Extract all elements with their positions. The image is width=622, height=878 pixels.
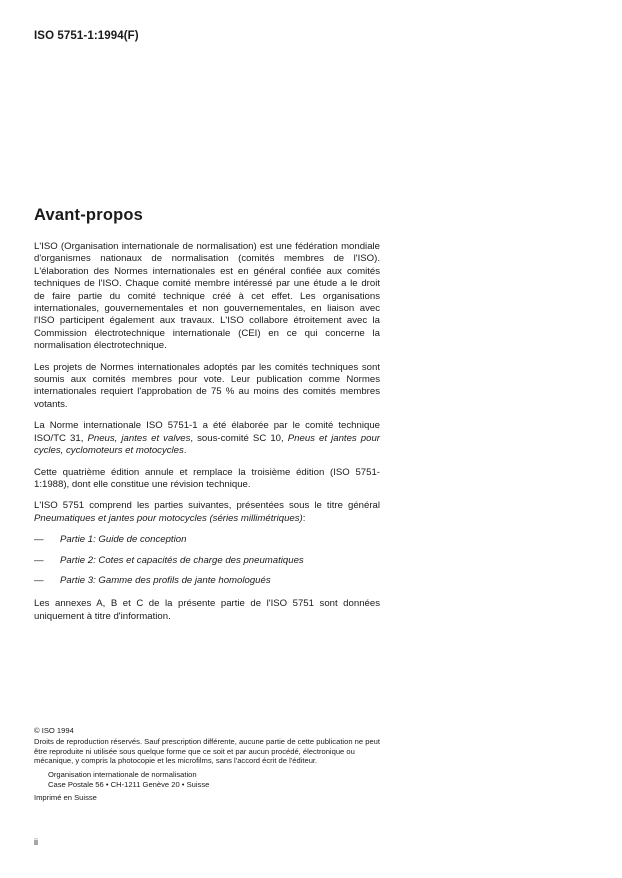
paragraph-drafts: Les projets de Normes internationales adoptés par les comités techniques sont soumis aux comités membres pour vote. Leur publication comme Normes internationales requiert l'approbation de 75 % au moins des comités membres votants. <box>34 361 380 410</box>
page-number: ii <box>34 837 38 847</box>
part-title: Partie 1: Guide de conception <box>60 534 187 546</box>
copyright-footer <box>34 726 384 803</box>
paragraph-annexes: Les annexes A, B et C de la présente partie de l'ISO 5751 sont données uniquement à titre d'information. <box>34 598 380 622</box>
copyright-notice: © ISO 1994 <box>34 726 74 735</box>
paragraph-iso-intro: L'ISO (Organisation internationale de normalisation) est une fédération mondiale d'organismes nationaux de normalisation (comités membres de l'ISO). L'élaboration des Normes internationales est en général confiée aux comités techniques de l'ISO. Chaque comité membre intéressé par une étude a le droit de faire partie du comité technique créé à cet effet. Les organisations internationales, gouvernementales et non gouvernementales, en liaison avec l'ISO participent également aux travaux. L'ISO collabore étroitement avec la Commission électrotechnique internationale (CEI) en ce qui concerne la normalisation électrotechnique. <box>34 241 380 352</box>
foreword-body <box>34 241 380 632</box>
committee-text-c: , sous-comité SC 10, <box>190 432 288 444</box>
printed-in: Imprimé en Suisse <box>34 792 97 802</box>
committee-text-e: . <box>183 445 187 457</box>
list-dash: — <box>34 534 44 546</box>
parts-intro-colon: : <box>302 512 306 524</box>
organisation-address: Case Postale 56 • CH-1211 Genève 20 • Suisse <box>48 779 210 789</box>
organisation-name: Organisation internationale de normalisation <box>48 770 197 780</box>
part-title: Partie 3: Gamme des profils de jante homologués <box>60 574 271 586</box>
list-item <box>34 534 380 546</box>
parts-intro-text: L'ISO 5751 comprend les parties suivantes, présentées sous le titre général <box>34 500 380 512</box>
list-item <box>34 575 380 587</box>
list-dash: — <box>34 574 44 586</box>
series-title: Pneumatiques et jantes pour motocycles (séries millimétriques) <box>34 512 303 524</box>
paragraph-parts-intro <box>34 500 380 525</box>
paragraph-edition: Cette quatrième édition annule et remplace la troisième édition (ISO 5751-1:1988), dont elle constitue une révision technique. <box>34 466 380 490</box>
paragraph-committee <box>34 420 380 457</box>
list-dash: — <box>34 554 44 566</box>
rights-statement: Droits de reproduction réservés. Sauf prescription différente, aucune partie de cette publication ne peut être reproduite ni utilisée sous quelque forme que ce soit et par aucun procédé, électronique ou mécanique, y compris la photocopie et les microfilms, sans l'accord écrit de l'éditeur. <box>34 736 381 766</box>
document-header: ISO 5751-1:1994(F) <box>34 30 139 42</box>
committee-title: Pneus, jantes et valves <box>87 432 191 444</box>
part-title: Partie 2: Cotes et capacités de charge des pneumatiques <box>60 554 304 566</box>
committee-text-a: La Norme internationale ISO 5751-1 a été élaborée par le comité technique ISO/TC 31, <box>34 420 380 444</box>
list-item <box>34 555 380 567</box>
section-title: Avant-propos <box>34 206 144 224</box>
subcommittee-title: Pneus et jantes pour cycles, cyclomoteurs et motocycles <box>34 432 380 457</box>
